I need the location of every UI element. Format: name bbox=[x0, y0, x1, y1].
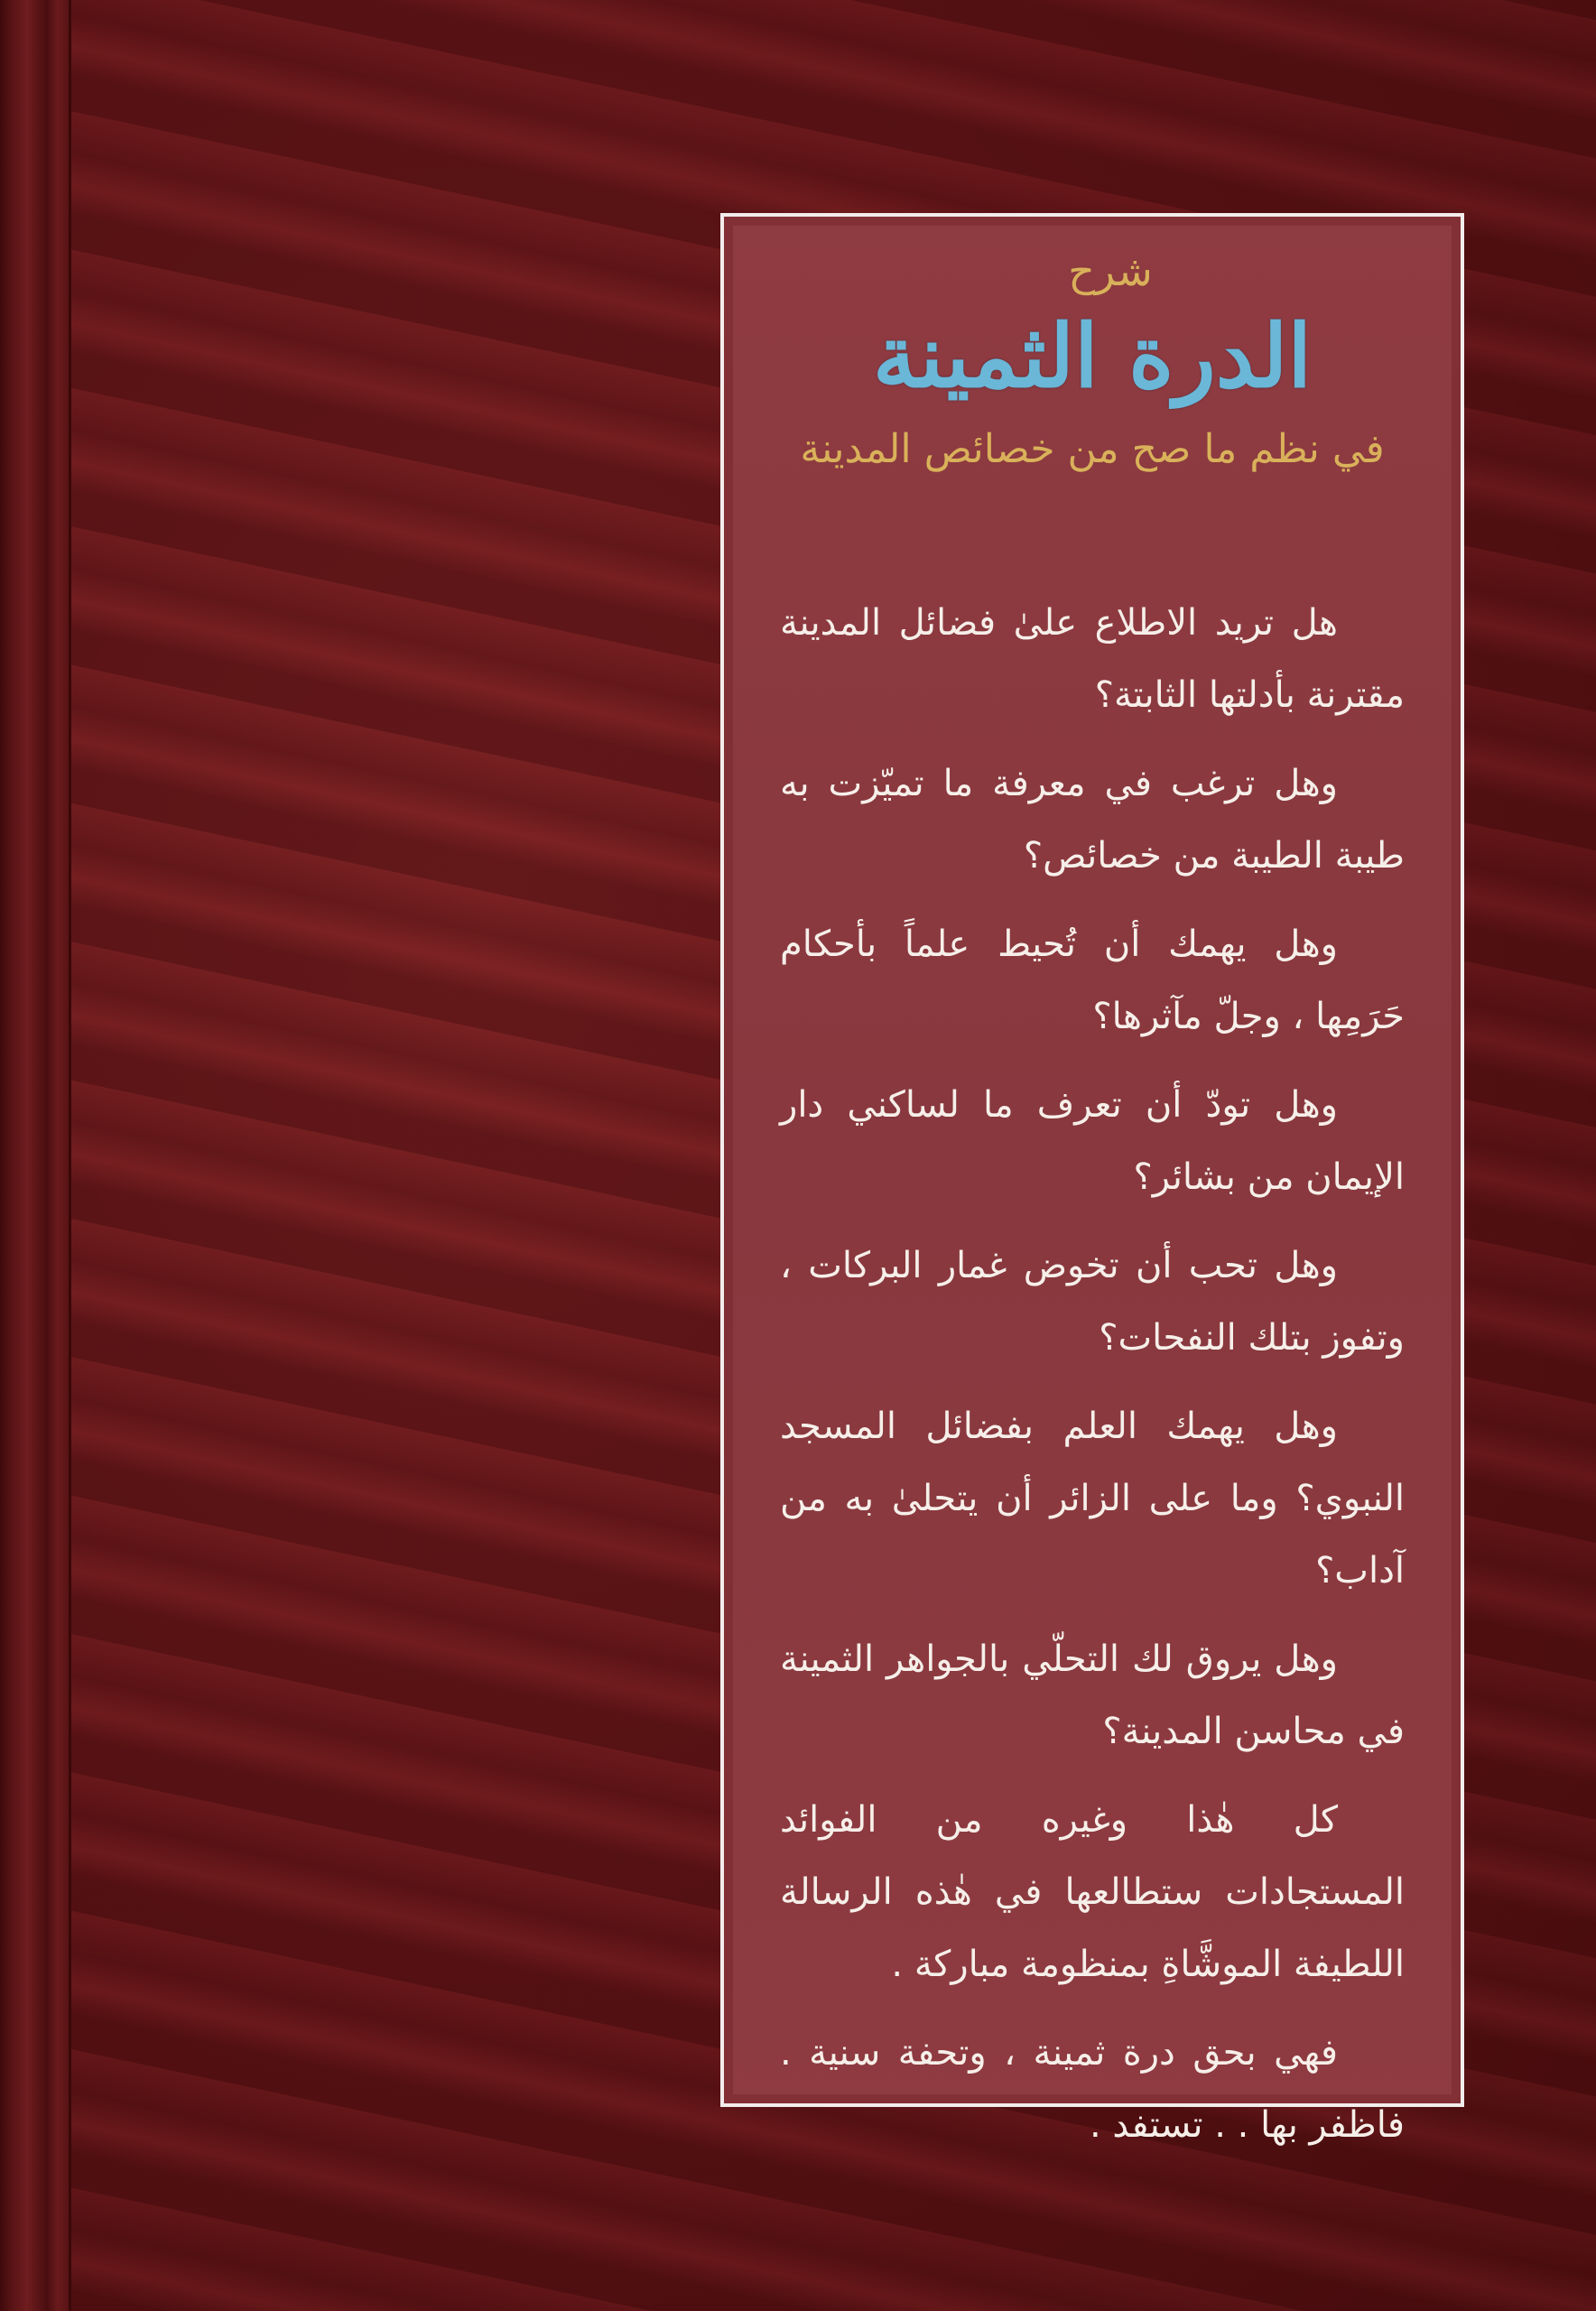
blurb-text bbox=[780, 587, 1405, 2177]
book-title: الدرة الثمينة bbox=[872, 305, 1313, 407]
blurb-paragraph: هل تريد الاطلاع علىٰ فضائل المدينة مقترنة بأدلتها الثابتة؟ bbox=[780, 602, 1405, 716]
blurb-paragraph: وهل تحب أن تخوض غمار البركات ، وتفوز بتلك النفحات؟ bbox=[780, 1245, 1405, 1359]
book-spine bbox=[0, 0, 70, 2311]
spine-groove bbox=[69, 0, 71, 2311]
blurb-paragraph: وهل يروق لك التحلّي بالجواهر الثمينة في محاسن المدينة؟ bbox=[780, 1638, 1405, 1752]
blurb-paragraph: وهل يهمك أن تُحيط علماً بأحكام حَرَمِها ، وجلّ مآثرها؟ bbox=[780, 923, 1405, 1037]
title-block bbox=[724, 244, 1461, 478]
book-subtitle: في نظم ما صح من خصائص المدينة bbox=[800, 426, 1385, 472]
blurb-closing: فهي بحق درة ثمينة ، وتحفة سنية . فاظفر بها . . تستفد . bbox=[780, 2032, 1405, 2146]
blurb-paragraph: وهل يهمك العلم بفضائل المسجد النبوي؟ وما على الزائر أن يتحلىٰ به من آداب؟ bbox=[780, 1406, 1405, 1592]
blurb-paragraph: وهل تودّ أن تعرف ما لساكني دار الإيمان من بشائر؟ bbox=[780, 1084, 1405, 1198]
blurb-panel bbox=[720, 213, 1464, 2146]
blurb-paragraph: وهل ترغب في معرفة ما تميّزت به طيبة الطيبة من خصائص؟ bbox=[780, 763, 1405, 877]
title-prefix: شرح bbox=[1068, 246, 1153, 295]
blurb-paragraph: كل هٰذا وغيره من الفوائد المستجادات ستطالعها في هٰذه الرسالة اللطيفة الموشَّاةِ بمنظومة مباركة . bbox=[780, 1799, 1405, 1985]
